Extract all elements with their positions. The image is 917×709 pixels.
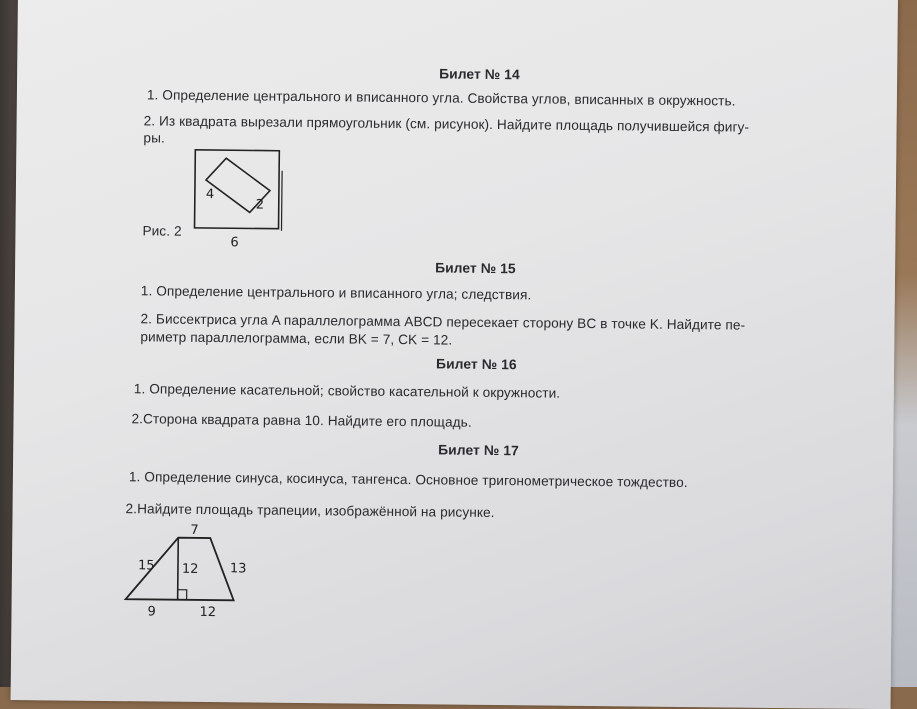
right-angle-mark [178,590,187,600]
ticket-16-question-1: 1. Определение касательной; свойство касательной к окружности. [133,381,561,401]
label-height: 12 [181,561,199,577]
ticket-17-question-1: 1. Определение синуса, косинуса, тангенса. Основное тригонометрическое тождество. [128,469,688,491]
ticket-15-question-2-line-2: риметр параллелограмма, если BK = 7, CK = 12. [140,329,453,348]
ticket-17-question-2: 2.Найдите площадь трапеции, изображённой на рисунке. [125,501,495,521]
ticket-15-title: Билет № 15 [435,260,516,277]
ticket-14-question-2-line-1: 2. Из квадрата вырезали прямоугольник (см. рисунок). Найдите площадь получившейся фигу- [143,113,750,135]
ticket-15-question-1: 1. Определение центрального и вписанного угла; следствия. [140,283,532,303]
ticket-17-figure-trapezoid [111,519,272,631]
ticket-14-figure-square [175,142,326,254]
square-right-edge-stroke [281,171,282,231]
exam-sheet [11,0,898,709]
ticket-14-figure-caption: Рис. 2 [142,223,182,239]
label-bottom-right: 12 [199,604,217,621]
ticket-14-title: Билет № 14 [439,66,520,83]
label-left-side: 15 [137,558,155,574]
ticket-16-title: Билет № 16 [436,356,517,373]
label-rect-long: 4 [205,186,215,203]
label-rect-short: 2 [255,197,265,213]
label-square-side: 6 [230,235,239,251]
ticket-14-question-1: 1. Определение центрального и вписанного угла. Свойства углов, вписанных в окружность. [146,87,736,109]
label-right-side: 13 [229,561,247,577]
label-bottom-left: 9 [147,604,156,620]
ticket-14-question-2-line-2: ры. [143,130,165,146]
ticket-16-question-2: 2.Сторона квадрата равна 10. Найдите его площадь. [131,411,472,430]
ticket-15-question-2-line-1: 2. Биссектриса угла A параллелограмма ABCD пересекает сторону BC в точке K. Найдите пе- [140,311,746,333]
ticket-17-title: Билет № 17 [438,442,519,459]
label-top-base: 7 [190,522,199,538]
